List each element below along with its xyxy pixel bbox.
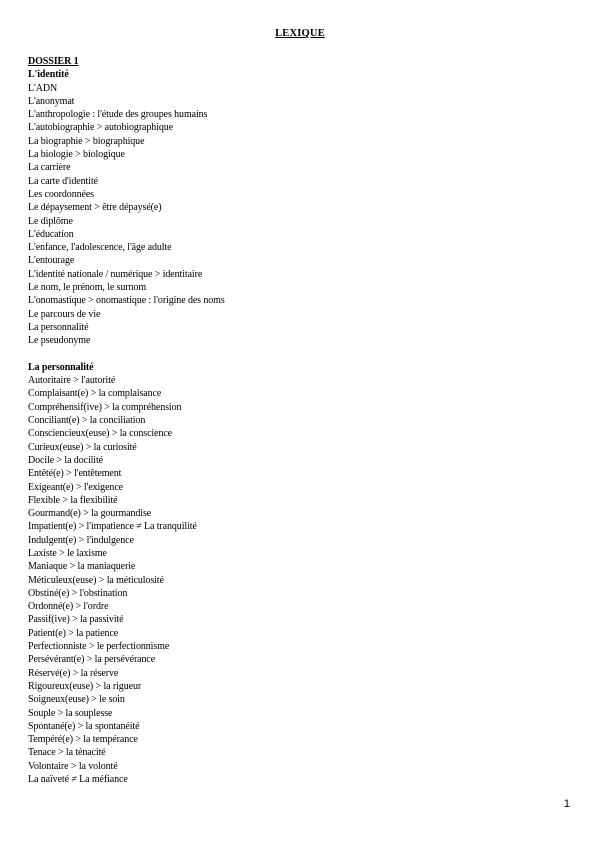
term-entry: Laxiste > le laxisme xyxy=(28,547,107,559)
term-entry: Rigoureux(euse) > la rigueur xyxy=(28,680,142,692)
term-entry: Spontané(e) > la spontanéité xyxy=(28,720,140,732)
term-entry: Gourmand(e) > la gourmandise xyxy=(28,508,152,520)
term-entry: Docile > la docilité xyxy=(28,454,104,466)
term-entry: La carte d'identité xyxy=(28,175,98,187)
term-entry: Soigneux(euse) > le soin xyxy=(28,694,125,706)
term-entry: La personnalité xyxy=(28,321,89,333)
term-entry: Le dépaysement > être dépaysé(e) xyxy=(28,202,162,214)
term-entry: Complaisant(e) > la complaisance xyxy=(28,388,162,400)
term-entry: L'anthropologie : l'étude des groupes humains xyxy=(28,109,208,121)
page-number: 1 xyxy=(563,798,570,810)
term-entry: Tempéré(e) > la tempérance xyxy=(28,734,138,746)
term-entry: L'enfance, l'adolescence, l'âge adulte xyxy=(28,242,172,254)
term-entry: L'entourage xyxy=(28,255,75,267)
term-entry: La biographie > biographique xyxy=(28,135,145,147)
term-entry: Souple > la souplesse xyxy=(28,707,113,719)
term-entry: Ordonné(e) > l'ordre xyxy=(28,601,109,613)
term-entry: Obstiné(e) > l'obstination xyxy=(28,587,128,599)
dossier-heading: DOSSIER 1 xyxy=(28,56,79,67)
personnalite-term-list xyxy=(28,374,568,786)
term-entry: Perfectionniste > le perfectionnisme xyxy=(28,641,170,653)
term-entry: Tenace > la ténacité xyxy=(28,747,106,759)
term-entry: Les coordonnées xyxy=(28,188,94,200)
term-entry: Consciencieux(euse) > la conscience xyxy=(28,428,173,440)
term-entry: Réservé(e) > la réserve xyxy=(28,667,119,679)
term-entry: Le pseudonyme xyxy=(28,335,91,347)
term-entry: L'éducation xyxy=(28,228,74,240)
term-entry: Le diplôme xyxy=(28,215,73,227)
page-title: LEXIQUE xyxy=(275,28,325,39)
term-entry: L'identité nationale / numérique > identitaire xyxy=(28,268,203,280)
term-entry: Compréhensif(ive) > la compréhension xyxy=(28,401,182,413)
term-entry: Entêté(e) > l'entêtement xyxy=(28,468,122,480)
term-entry: Persévérant(e) > la persévérance xyxy=(28,654,156,666)
section-spacer xyxy=(28,348,568,361)
term-entry: L'autobiographie > autobiographique xyxy=(28,122,174,134)
term-entry: Volontaire > la volonté xyxy=(28,760,118,772)
term-entry: Curieux(euse) > la curiosité xyxy=(28,441,137,453)
term-entry: La naïveté ≠ La méfiance xyxy=(28,774,128,786)
term-entry: L'onomastique > onomastique : l'origine des noms xyxy=(28,295,225,307)
term-entry: Le parcours de vie xyxy=(28,308,101,320)
term-entry: L'anonymat xyxy=(28,95,75,107)
term-entry: Conciliant(e) > la conciliation xyxy=(28,415,146,427)
term-entry: Méticuleux(euse) > la méticulosité xyxy=(28,574,164,586)
identite-term-list xyxy=(28,82,568,348)
section-heading-personnalite: La personnalité xyxy=(28,361,94,373)
term-entry: Maniaque > la maniaquerie xyxy=(28,561,136,573)
term-entry: Flexible > la flexibilité xyxy=(28,494,118,506)
term-entry: La biologie > biologique xyxy=(28,149,125,161)
term-entry: Le nom, le prénom, le surnom xyxy=(28,282,147,294)
term-entry: Indulgent(e) > l'indulgence xyxy=(28,534,134,546)
section-heading-identite: L'identité xyxy=(28,69,69,81)
term-entry: Exigeant(e) > l'exigence xyxy=(28,481,123,493)
lexicon-content xyxy=(28,55,568,786)
term-entry: L'ADN xyxy=(28,82,58,94)
term-entry: Impatient(e) > l'impatience ≠ La tranquilité xyxy=(28,521,197,533)
term-entry: Passif(ive) > la passivité xyxy=(28,614,124,626)
term-entry: Autoritaire > l'autorité xyxy=(28,375,116,387)
term-entry: La carrière xyxy=(28,162,71,174)
term-entry: Patient(e) > la patience xyxy=(28,627,119,639)
